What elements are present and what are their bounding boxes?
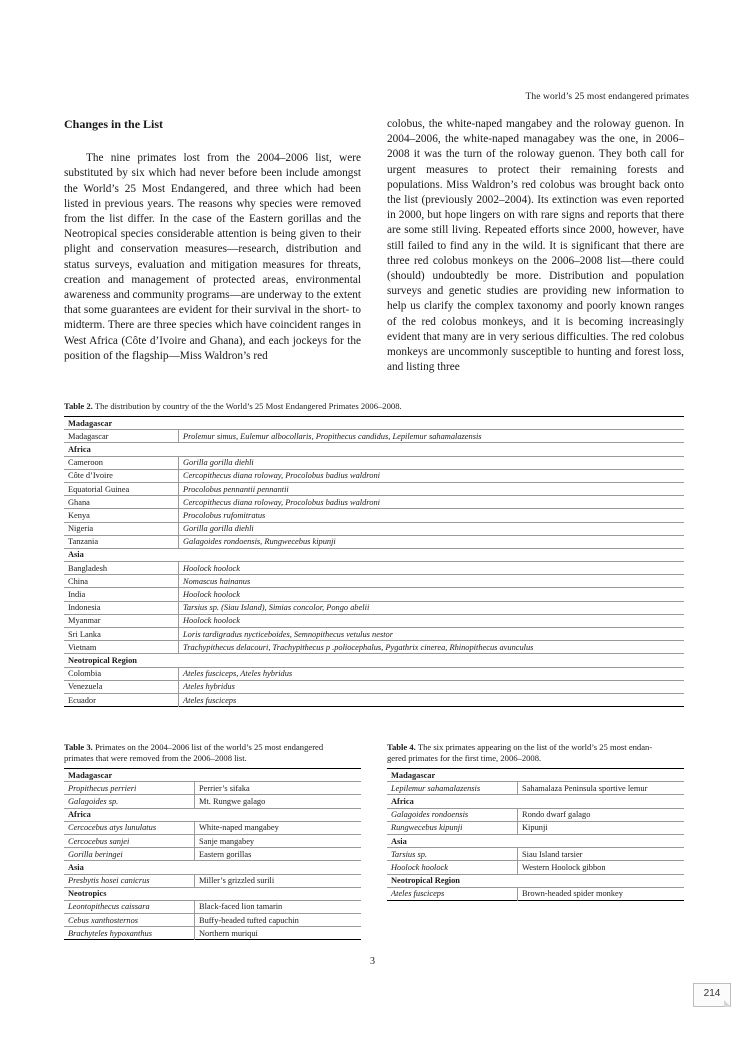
table-2-cell-country: Kenya — [64, 509, 179, 522]
table-3-grid — [64, 768, 361, 940]
table-3-cell-common: White-naped mangabey — [195, 821, 362, 834]
table-3-region-row — [64, 861, 361, 874]
table-4-cell-species-text: Hoolock hoolock — [391, 862, 448, 872]
table-row — [387, 848, 684, 861]
table-row — [387, 782, 684, 795]
table-4-region-row — [387, 834, 684, 847]
table-2-caption — [64, 401, 684, 412]
table-row — [64, 782, 361, 795]
table-row — [64, 874, 361, 887]
table-2-region-row — [64, 443, 684, 456]
table-3-cell-species-text: Cercocebus sanjei — [68, 836, 130, 846]
table-4-cell-common: Kipunji — [518, 821, 685, 834]
table-2-cell-species-text: Gorilla gorilla diehli — [183, 524, 254, 534]
table-4-caption-line-1: The six primates appearing on the list of the world’s 25 most endan- — [417, 742, 653, 752]
table-row — [64, 575, 684, 588]
table-2-cell-species-text: Loris tardigradus nycticeboides, Semnopithecus vetulus nestor — [183, 629, 393, 639]
table-4-cell-common: Siau Island tarsier — [518, 848, 685, 861]
table-4-grid — [387, 768, 684, 901]
table-3-region-label: Africa — [64, 808, 361, 821]
table-2-cell-species-text: Hoolock hoolock — [183, 590, 240, 600]
table-4-cell-species — [387, 821, 518, 834]
body-paragraph-left: The nine primates lost from the 2004–2006 list, were substituted by six which had never before been include amongst the World’s 25 Most Endangered, and three which had been listed in previous years. The reasons why species were removed from the list differ. In the case of the Eastern gorillas and the Neotropical species considerable attention is being given to their plight and conservation measures—research, distribution and status surveys, evaluation and mitigation measures for threats, creation and management of protected areas, environmental awareness and community programs—are underway to the extent that some guarantees are evident for their survival in the short- to midterm. There are three species which have coincident ranges in West Africa (Côte d’Ivoire and Ghana), and each jockeys for the position of the flagship—Miss Waldron’s red — [64, 152, 361, 362]
table-2-cell-country: India — [64, 588, 179, 601]
table-4-region-row — [387, 874, 684, 887]
table-4-caption — [387, 742, 684, 764]
table-2-cell-species-text: Ateles fusciceps, Ateles hybridus — [183, 669, 293, 679]
table-3-cell-species-text: Gorilla beringei — [68, 849, 123, 859]
table-row — [64, 834, 361, 847]
body-column-right — [387, 117, 684, 375]
table-2-cell-species — [179, 456, 685, 469]
table-4-cell-species-text: Lepilemur sahamalazensis — [391, 783, 481, 793]
table-2-label: Table 2. — [64, 401, 93, 411]
table-2-region-label: Africa — [64, 443, 684, 456]
table-row — [64, 522, 684, 535]
page-number: 3 — [370, 956, 375, 967]
table-2-cell-country: Venezuela — [64, 680, 179, 693]
table-3-cell-common: Eastern gorillas — [195, 848, 362, 861]
table-2-grid — [64, 416, 684, 707]
table-2-cell-species — [179, 522, 685, 535]
table-4-cell-species-text: Tarsius sp. — [391, 849, 428, 859]
table-2-cell-species-text: Procolobus pennantii pennantii — [183, 484, 289, 494]
table-2-cell-species — [179, 693, 685, 706]
table-row — [387, 808, 684, 821]
table-2-cell-country: Madagascar — [64, 430, 179, 443]
table-row — [64, 430, 684, 443]
table-row — [387, 821, 684, 834]
table-row — [64, 848, 361, 861]
table-2-cell-species-text: Tarsius sp. (Siau Island), Simias concolor, Pongo abelii — [183, 603, 370, 613]
table-3-cell-common: Mt. Rungwe galago — [195, 795, 362, 808]
table-2-region-label: Asia — [64, 548, 684, 561]
table-3-cell-common: Northern muriqui — [195, 927, 362, 940]
table-4 — [387, 742, 684, 901]
table-2-cell-species — [179, 562, 685, 575]
table-2-cell-species — [179, 641, 685, 654]
table-3-region-row — [64, 808, 361, 821]
table-2-cell-country: Côte d’Ivoire — [64, 469, 179, 482]
table-4-cell-species — [387, 848, 518, 861]
table-2-cell-species — [179, 575, 685, 588]
table-row — [64, 482, 684, 495]
table-2-cell-species-text: Prolemur simus, Eulemur albocollaris, Propithecus candidus, Lepilemur sahamalazensis — [183, 431, 482, 441]
table-2-cell-country: Tanzania — [64, 535, 179, 548]
table-4-cell-species — [387, 887, 518, 900]
table-2-cell-species-text: Trachypithecus delacouri, Trachypithecus p .poliocephalus, Pygathrix cinerea, Rhinopithecus avunculus — [183, 642, 534, 652]
table-3-cell-species — [64, 821, 195, 834]
table-3-region-row — [64, 887, 361, 900]
table-3-cell-species — [64, 795, 195, 808]
table-3-cell-species — [64, 782, 195, 795]
table-3-cell-species — [64, 914, 195, 927]
table-2-cell-species-text: Galagoides rondoensis, Rungwecebus kipunji — [183, 537, 336, 547]
table-4-cell-species — [387, 808, 518, 821]
table-2 — [64, 401, 684, 707]
table-2-cell-species — [179, 430, 685, 443]
table-3-cell-species-text: Leontopithecus caissara — [68, 902, 150, 912]
table-2-cell-species-text: Gorilla gorilla diehli — [183, 458, 254, 468]
table-4-cell-common: Sahamalaza Peninsula sportive lemur — [518, 782, 685, 795]
table-3-cell-common: Perrier’s sifaka — [195, 782, 362, 795]
table-4-region-label: Africa — [387, 795, 684, 808]
table-4-region-row — [387, 795, 684, 808]
table-3-cell-common: Black-faced lion tamarin — [195, 900, 362, 913]
table-2-cell-species — [179, 496, 685, 509]
table-2-cell-country: Vietnam — [64, 641, 179, 654]
table-4-label: Table 4. — [387, 742, 416, 752]
table-2-cell-species — [179, 509, 685, 522]
table-3-cell-species — [64, 900, 195, 913]
table-3-cell-species-text: Galagoides sp. — [68, 796, 119, 806]
table-2-cell-species — [179, 535, 685, 548]
table-row — [64, 693, 684, 706]
table-2-cell-species — [179, 667, 685, 680]
table-2-cell-species — [179, 588, 685, 601]
table-2-cell-country: Equatorial Guinea — [64, 482, 179, 495]
table-3-region-label: Asia — [64, 861, 361, 874]
table-2-cell-species-text: Procolobus rufomitratus — [183, 510, 266, 520]
table-3-label: Table 3. — [64, 742, 93, 752]
table-2-cell-country: Nigeria — [64, 522, 179, 535]
table-3-region-row — [64, 769, 361, 782]
table-row — [64, 496, 684, 509]
table-2-cell-species-text: Cercopithecus diana roloway, Procolobus badius waldroni — [183, 471, 380, 481]
table-3-cell-common: Buffy-headed tufted capuchin — [195, 914, 362, 927]
table-2-cell-country: Ecuador — [64, 693, 179, 706]
table-row — [64, 509, 684, 522]
table-4-cell-species-text: Galagoides rondoensis — [391, 810, 469, 820]
page-curl-icon — [724, 1000, 731, 1007]
table-row — [64, 641, 684, 654]
table-row — [64, 562, 684, 575]
table-2-region-label: Neotropical Region — [64, 654, 684, 667]
table-row — [64, 614, 684, 627]
table-2-cell-country: Ghana — [64, 496, 179, 509]
table-2-cell-species-text: Ateles hybridus — [183, 682, 235, 692]
table-3-cell-common: Sanje mangabey — [195, 834, 362, 847]
table-2-region-row — [64, 548, 684, 561]
table-4-cell-species-text: Rungwecebus kipunji — [391, 823, 463, 833]
table-3-caption-line-1: Primates on the 2004–2006 list of the world’s 25 most endangered — [94, 742, 324, 752]
table-3-cell-species-text: Cercocebus atys lunulatus — [68, 823, 157, 833]
table-row — [64, 927, 361, 940]
table-4-region-label: Asia — [387, 834, 684, 847]
table-2-cell-species-text: Hoolock hoolock — [183, 563, 240, 573]
table-4-cell-common: Western Hoolock gibbon — [518, 861, 685, 874]
table-2-cell-species — [179, 614, 685, 627]
table-row — [64, 628, 684, 641]
table-2-cell-country: China — [64, 575, 179, 588]
table-2-cell-species — [179, 469, 685, 482]
table-3-caption — [64, 742, 361, 764]
table-row — [64, 667, 684, 680]
table-3-cell-species-text: Propithecus perrieri — [68, 783, 137, 793]
table-4-region-label: Madagascar — [391, 770, 436, 780]
table-2-cell-country: Sri Lanka — [64, 628, 179, 641]
table-3-caption-line-2: primates that were removed from the 2006–2008 list. — [64, 753, 247, 763]
table-2-cell-species — [179, 680, 685, 693]
table-2-region-label: Madagascar — [68, 418, 113, 428]
table-2-cell-species-text: Ateles fusciceps — [183, 695, 237, 705]
table-2-cell-species-text: Nomascus hainanus — [183, 576, 251, 586]
table-row — [64, 914, 361, 927]
table-row — [64, 535, 684, 548]
table-2-cell-country: Cameroon — [64, 456, 179, 469]
table-2-caption-text: The distribution by country of the the World’s 25 Most Endangered Primates 2006–2008. — [94, 401, 402, 411]
page-stamp — [693, 983, 731, 1007]
table-4-cell-common: Brown-headed spider monkey — [518, 887, 685, 900]
table-row — [64, 601, 684, 614]
table-4-cell-species-text: Ateles fusciceps — [391, 889, 445, 899]
table-3-cell-species — [64, 927, 195, 940]
table-2-cell-country: Myanmar — [64, 614, 179, 627]
table-4-region-label: Neotropical Region — [387, 874, 684, 887]
table-row — [64, 680, 684, 693]
table-4-region-row — [387, 769, 684, 782]
table-3-cell-species — [64, 848, 195, 861]
table-row — [64, 456, 684, 469]
table-4-cell-species — [387, 861, 518, 874]
table-row — [387, 861, 684, 874]
table-4-caption-line-2: gered primates for the first time, 2006–2008. — [387, 753, 542, 763]
page-stamp-number: 214 — [703, 988, 721, 999]
running-head: The world’s 25 most endangered primates — [525, 92, 689, 102]
table-2-cell-species-text: Cercopithecus diana roloway, Procolobus badius waldroni — [183, 497, 380, 507]
table-2-cell-species — [179, 601, 685, 614]
table-2-cell-species — [179, 482, 685, 495]
table-2-cell-species-text: Hoolock hoolock — [183, 616, 240, 626]
table-2-cell-country: Colombia — [64, 667, 179, 680]
body-column-left — [64, 117, 361, 364]
section-heading: Changes in the List — [64, 117, 164, 131]
table-3-cell-species-text: Presbytis hosei canicrus — [68, 876, 150, 886]
table-2-region-row — [64, 654, 684, 667]
table-row — [64, 469, 684, 482]
table-4-cell-species — [387, 782, 518, 795]
table-2-cell-species — [179, 628, 685, 641]
table-3-cell-species-text: Cebus xanthosternos — [68, 915, 139, 925]
table-row — [64, 588, 684, 601]
table-row — [64, 900, 361, 913]
table-2-region-row — [64, 417, 684, 430]
table-3-region-label: Madagascar — [68, 770, 113, 780]
table-3-cell-species — [64, 834, 195, 847]
table-3-region-label: Neotropics — [64, 887, 361, 900]
table-2-cell-country: Bangladesh — [64, 562, 179, 575]
table-3-cell-common: Miller’s grizzled surili — [195, 874, 362, 887]
table-4-cell-common: Rondo dwarf galago — [518, 808, 685, 821]
table-3-cell-species-text: Brachyteles hypoxanthus — [68, 928, 152, 938]
table-3-cell-species — [64, 874, 195, 887]
table-3 — [64, 742, 361, 940]
body-paragraph-right: colobus, the white-naped mangabey and the roloway guenon. In 2004–2006, the white-naped managabey was the one, in 2006–2008 it was the turn of the roloway guenon. They both call for urgent measures to protect their remaining forests and populations. Miss Waldron’s red colobus was brought back onto the list (previously 2002–2004). Its extinction was even reported in 2000, but hope lingers on with rare signs and reports that there are some still living. Repeated efforts since 2000, however, have still failed to find any in the wild. It is significant that there are three red colobus monkeys on the 2006–2008 list—there could (should) undoubtedly be more. Distribution and population surveys and genetic studies are providing new information to help us clarify the complex taxonomy and poorly known ranges of the red colobus monkeys, and it is becoming increasingly evident that many are in very serious difficulties. The red colobus monkeys are uncommonly susceptible to hunting and forest loss, and listing three — [387, 118, 684, 374]
table-row — [387, 887, 684, 900]
table-row — [64, 821, 361, 834]
table-row — [64, 795, 361, 808]
table-2-cell-country: Indonesia — [64, 601, 179, 614]
